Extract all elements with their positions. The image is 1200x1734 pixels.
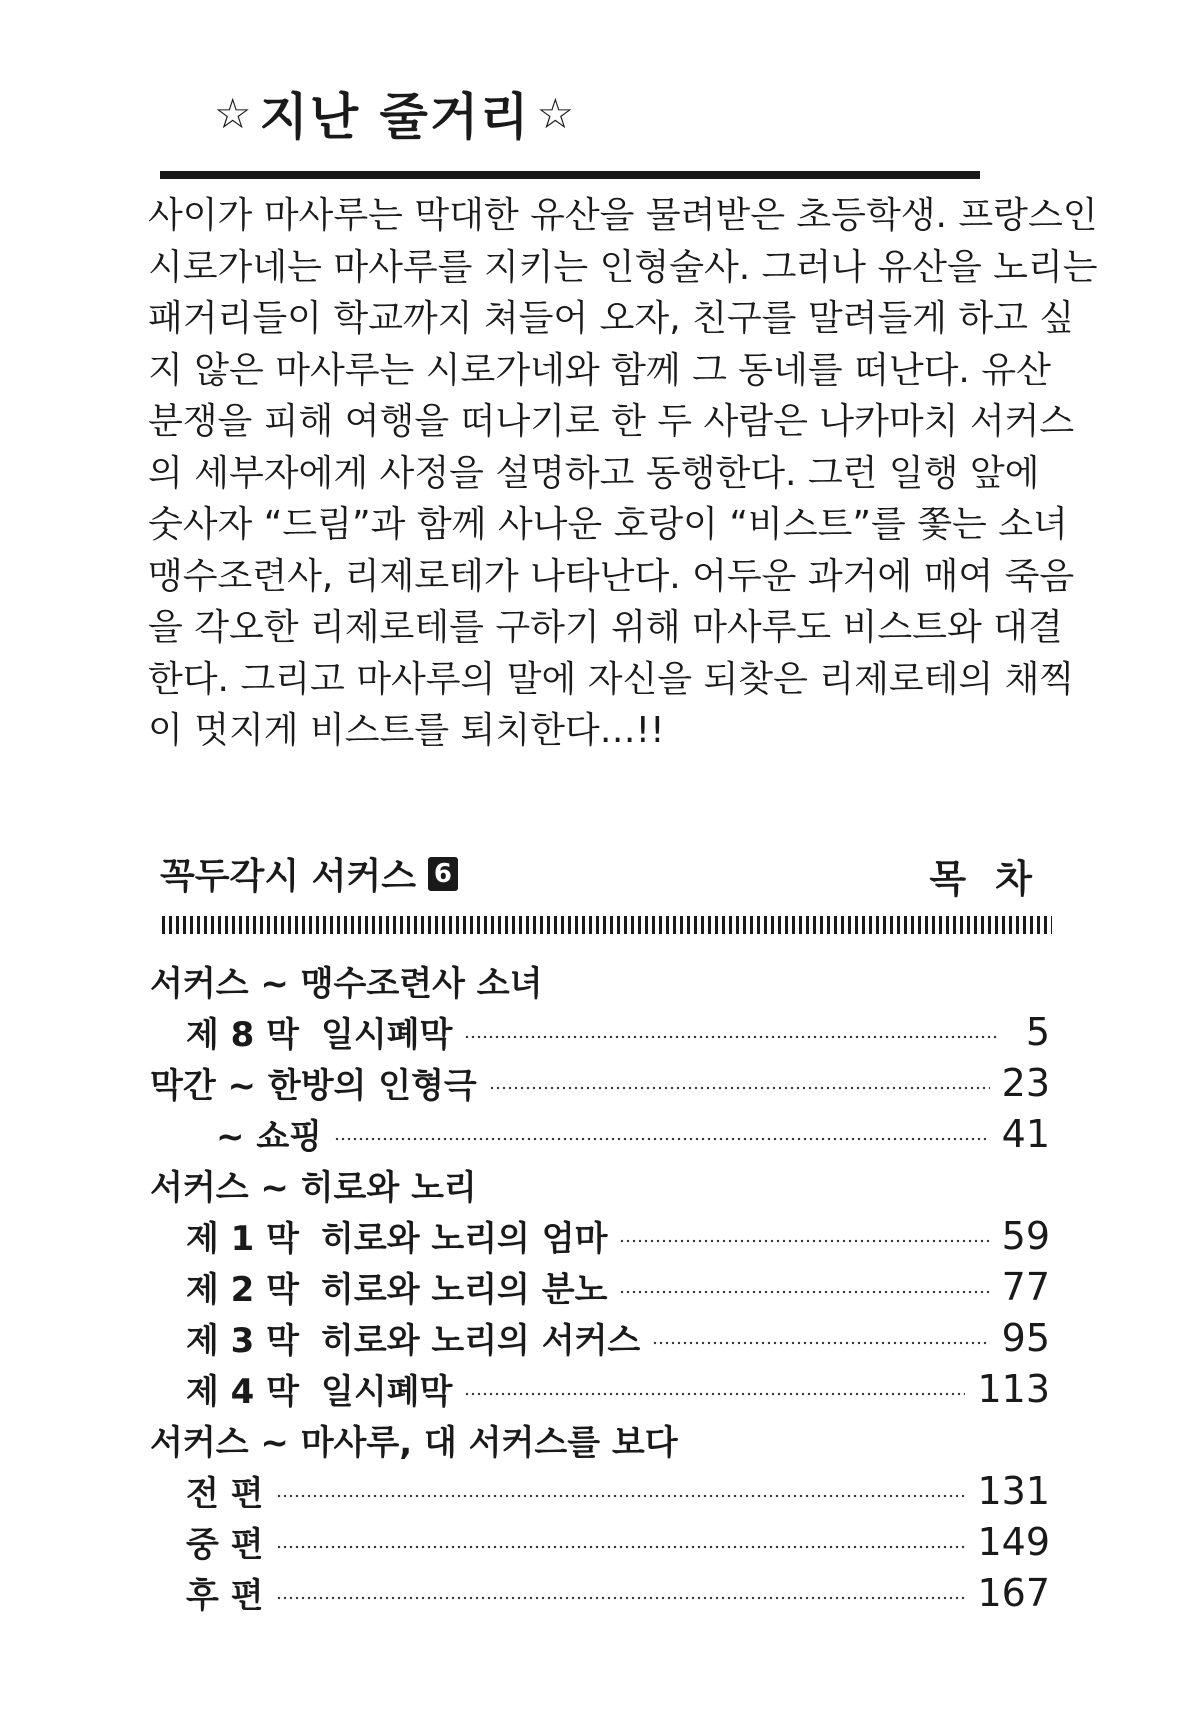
synopsis-line: 의 세부자에게 사정을 설명하고 동행한다. 그런 일행 앞에 [148,452,1040,494]
star-icon: ☆ [536,88,577,138]
toc-leader-dots [276,1494,966,1498]
toc-divider [162,916,1052,934]
toc-entry-number: 제 3 막 [186,1321,300,1361]
toc-entry [150,1312,1050,1363]
toc-page-number: 59 [1001,1213,1050,1258]
toc-leader-dots [464,1035,998,1039]
toc-label: 목 차 [929,857,1040,901]
toc-entry-title: 히로와 노리의 엄마 [321,1219,608,1259]
book-title-text: 꼭두각시 서커스 [160,856,416,897]
toc-entry-number: 제 8 막 [186,1015,300,1055]
toc-entry [150,1363,1050,1414]
toc-section-title: 서커스 ~ 맹수조련사 소녀 [150,964,543,1004]
toc-page-number: 149 [977,1519,1050,1564]
toc-entry-number: 제 2 막 [186,1270,300,1310]
toc-section-title: 서커스 ~ 히로와 노리 [150,1168,477,1208]
toc-leader-dots [619,1239,989,1243]
synopsis-line: 을 각오한 리제로테를 구하기 위해 마사루도 비스트와 대결 [148,607,1063,648]
toc-leader-dots [276,1596,966,1600]
toc-page-number: 167 [977,1570,1050,1615]
toc-leader-dots [652,1341,989,1345]
synopsis-line: 이 멋지게 비스트를 퇴치한다…!! [148,710,665,751]
synopsis-title-text: 지난 줄거리 [259,88,531,146]
toc-section-title: 서커스 ~ 마사루, 대 서커스를 보다 [150,1423,678,1463]
toc-leader-dots [276,1545,966,1549]
toc-page-number: 77 [1001,1264,1050,1309]
table-of-contents [150,955,1050,1618]
toc-section [150,1414,1050,1465]
toc-entry-title: 후 편 [186,1576,264,1616]
synopsis-line: 시로가네는 마사루를 지키는 인형술사. 그러나 유산을 노리는 [148,246,1098,288]
toc-leader-dots [334,1137,990,1141]
toc-leader-dots [464,1392,965,1396]
toc-page-number: 131 [977,1468,1050,1513]
toc-entry-title: 전 편 [186,1474,264,1514]
toc-entry [150,1516,1050,1567]
toc-page-number: 95 [1001,1315,1050,1360]
toc-entry-title: 히로와 노리의 서커스 [321,1321,641,1361]
synopsis-line: 지 않은 마사루는 시로가네와 함께 그 동네를 떠난다. 유산 [148,349,1051,391]
toc-entry [150,1465,1050,1516]
toc-entry-title: 중 편 [186,1525,264,1565]
toc-entry [150,1057,1050,1108]
synopsis-line: 맹수조련사, 리제로테가 나타난다. 어두운 과거에 매여 죽음 [148,555,1075,597]
toc-entry-title: ~ 쇼핑 [216,1117,323,1157]
synopsis-line: 분쟁을 피해 여행을 떠나기로 한 두 사람은 나카마치 서커스 [148,401,1075,442]
synopsis-line: 한다. 그리고 마사루의 말에 자신을 되찾은 리제로테의 채찍 [148,658,1075,700]
toc-entry [150,1006,1050,1057]
toc-section [150,1159,1050,1210]
toc-page-number: 113 [977,1366,1050,1411]
toc-entry [150,1108,1050,1159]
toc-header [160,848,1040,904]
synopsis-line: 숫사자 “드림”과 함께 사나운 호랑이 “비스트”를 쫓는 소녀 [148,504,1068,545]
synopsis-line: 패거리들이 학교까지 쳐들어 오자, 친구를 말려들게 하고 싶 [148,298,1075,339]
toc-entry [150,1261,1050,1312]
toc-section [150,955,1050,1006]
toc-entry-title: 히로와 노리의 분노 [321,1270,608,1310]
toc-page-number: 41 [1001,1111,1050,1156]
toc-entry-title: 일시폐막 [321,1015,453,1055]
toc-leader-dots [619,1290,989,1294]
synopsis-line: 사이가 마사루는 막대한 유산을 물려받은 초등학생. 프랑스인 [148,195,1098,236]
toc-entry [150,1567,1050,1618]
synopsis-divider [160,171,980,179]
book-title [160,848,458,899]
toc-leader-dots [489,1086,990,1090]
synopsis-title [213,78,577,148]
toc-page-number: 23 [1001,1060,1050,1105]
volume-badge: 6 [428,857,458,891]
toc-entry-number: 제 4 막 [186,1372,300,1412]
toc-entry-title: 막간 ~ 한방의 인형극 [150,1066,477,1106]
toc-entry-number: 제 1 막 [186,1219,300,1259]
toc-entry-title: 일시폐막 [321,1372,453,1412]
synopsis-text [148,190,1098,757]
toc-page-number: 5 [1025,1009,1050,1054]
toc-entry [150,1210,1050,1261]
star-icon: ☆ [213,88,254,138]
